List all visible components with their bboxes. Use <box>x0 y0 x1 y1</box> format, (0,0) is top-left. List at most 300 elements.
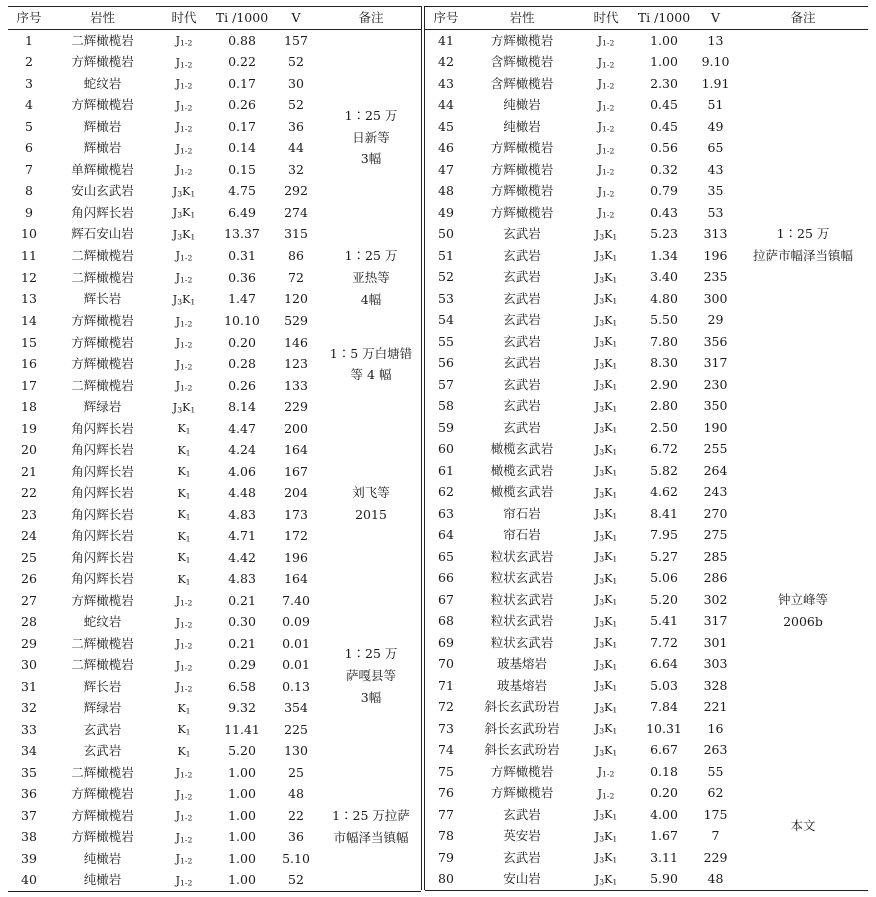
v-cell: 263 <box>703 742 728 757</box>
v-cell: 164 <box>284 571 308 587</box>
seq-cell: 33 <box>21 721 37 737</box>
era-cell: $J_{1-2}$ <box>597 206 615 220</box>
era-cell: $J_3K_1$ <box>594 270 618 285</box>
era-cell: $J_3K_1$ <box>594 485 618 500</box>
seq-cell: 11 <box>21 247 37 263</box>
v-cell: 230 <box>703 376 728 392</box>
rock-cell: 角闪辉长岩 <box>71 463 134 479</box>
seq-cell: 6 <box>25 140 33 155</box>
table-row <box>425 30 868 52</box>
note-line: 1∶25 万 <box>776 226 830 242</box>
era-cell: $J_{1-2}$ <box>597 77 615 91</box>
rock-cell: 橄榄玄武岩 <box>490 441 554 456</box>
rock-cell: 蛇纹岩 <box>83 75 122 91</box>
ti-cell: 4.00 <box>650 806 678 822</box>
era-cell: $J_3K_1$ <box>594 313 618 328</box>
header-note: 备注 <box>358 9 384 25</box>
v-cell: 29 <box>707 312 724 327</box>
note-line: 2006b <box>783 613 823 629</box>
header-rock: 岩性 <box>89 9 115 25</box>
ti-cell: 0.29 <box>228 657 256 673</box>
rock-cell: 玄武岩 <box>83 743 122 759</box>
era-cell: $J_3K_1$ <box>594 335 618 349</box>
seq-cell: 19 <box>21 420 37 436</box>
ti-cell: 4.83 <box>228 571 256 587</box>
ti-cell: 4.42 <box>228 549 256 565</box>
v-cell: 130 <box>284 743 308 759</box>
seq-cell: 36 <box>21 786 37 802</box>
ti-cell: 5.20 <box>228 743 256 759</box>
ti-cell: 1.00 <box>650 32 678 48</box>
rock-cell: 二辉橄榄岩 <box>71 247 134 263</box>
era-cell: $K_1$ <box>177 744 191 759</box>
v-cell: 302 <box>703 591 728 607</box>
rock-cell: 玄武岩 <box>503 226 541 241</box>
ti-cell: 4.62 <box>650 484 678 499</box>
era-cell: $J_{1-2}$ <box>175 830 193 845</box>
rock-cell: 方辉橄榄岩 <box>490 32 554 48</box>
rock-cell: 玄武岩 <box>83 721 122 737</box>
rock-cell: 角闪辉长岩 <box>71 485 134 501</box>
v-cell: 173 <box>284 506 308 522</box>
rock-cell: 玻基熔岩 <box>496 677 547 693</box>
rock-cell: 英安岩 <box>503 828 541 843</box>
era-cell: $K_1$ <box>177 443 191 458</box>
seq-cell: 14 <box>21 313 37 329</box>
v-cell: 229 <box>703 849 728 865</box>
ti-cell: 0.26 <box>228 97 256 112</box>
v-cell: 317 <box>703 613 728 628</box>
v-cell: 0.13 <box>282 678 310 694</box>
era-cell: $K_1$ <box>177 723 191 737</box>
rock-cell: 纯橄岩 <box>503 118 541 134</box>
table-right <box>425 6 868 891</box>
note-line: 1∶5 万白塘错 <box>329 345 413 361</box>
rock-cell: 纯橄岩 <box>83 872 122 888</box>
era-cell: $J_{1-2}$ <box>175 98 193 113</box>
ti-cell: 2.50 <box>650 419 678 435</box>
v-cell: 62 <box>707 785 724 800</box>
v-cell: 274 <box>284 204 308 220</box>
era-cell: $J_{1-2}$ <box>175 852 193 866</box>
rock-cell: 方辉橄榄岩 <box>71 829 134 845</box>
note-line: 1∶25 万拉萨 <box>332 807 410 823</box>
era-cell: $J_3K_1$ <box>594 378 618 392</box>
ti-cell: 4.71 <box>228 528 256 544</box>
era-cell: $J_{1-2}$ <box>175 637 193 651</box>
era-cell: $J_3K_1$ <box>594 421 618 435</box>
note-cell <box>321 30 421 246</box>
note-line: 市幅泽当镇幅 <box>333 829 409 845</box>
v-cell: 529 <box>284 313 308 329</box>
era-cell: $J_3K_1$ <box>172 293 196 307</box>
v-cell: 354 <box>284 700 308 716</box>
ti-cell: 0.14 <box>228 140 256 155</box>
v-cell: 225 <box>284 721 308 737</box>
rock-cell: 角闪辉长岩 <box>71 506 134 522</box>
v-cell: 22 <box>288 807 304 823</box>
era-cell: $J_{1-2}$ <box>597 184 615 199</box>
v-cell: 275 <box>703 527 728 542</box>
v-cell: 49 <box>707 118 724 134</box>
seq-cell: 49 <box>438 204 454 220</box>
rock-cell: 玄武岩 <box>503 290 541 306</box>
era-cell: $K_1$ <box>177 529 191 544</box>
seq-cell: 43 <box>438 75 454 91</box>
ti-cell: 6.58 <box>228 678 256 694</box>
era-cell: $J_{1-2}$ <box>597 98 615 113</box>
rock-cell: 辉橄岩 <box>83 118 122 134</box>
rock-cell: 橄榄玄武岩 <box>490 484 554 499</box>
note-cell <box>738 460 868 761</box>
v-cell: 270 <box>703 505 728 521</box>
v-cell: 36 <box>288 829 304 845</box>
seq-cell: 48 <box>438 183 454 198</box>
era-cell: $J_{1-2}$ <box>597 141 615 156</box>
ti-cell: 0.45 <box>650 118 678 134</box>
table-row <box>8 30 421 52</box>
seq-cell: 30 <box>21 657 37 673</box>
rock-cell: 纯橄岩 <box>83 850 122 866</box>
v-cell: 25 <box>288 764 304 780</box>
rock-cell: 方辉橄榄岩 <box>71 313 134 329</box>
table-row <box>8 762 421 784</box>
seq-cell: 21 <box>21 463 37 479</box>
ti-cell: 10.31 <box>646 720 682 736</box>
v-cell: 72 <box>288 269 304 285</box>
seq-cell: 23 <box>21 506 37 522</box>
rock-cell: 玄武岩 <box>503 247 541 263</box>
v-cell: 328 <box>703 677 728 693</box>
rock-cell: 角闪辉长岩 <box>71 549 134 565</box>
header-ti: Ti /1000 <box>637 9 691 25</box>
v-cell: 164 <box>284 442 308 458</box>
v-cell: 196 <box>703 247 728 263</box>
era-cell: $J_3K_1$ <box>594 636 618 650</box>
ti-cell: 6.72 <box>650 441 678 456</box>
ti-cell: 0.15 <box>228 161 256 177</box>
note-cell <box>321 762 421 892</box>
v-cell: 190 <box>703 419 728 435</box>
ti-cell: 1.00 <box>228 829 256 845</box>
ti-cell: 1.47 <box>228 291 256 307</box>
ti-cell: 0.17 <box>228 118 256 134</box>
ti-cell: 0.36 <box>228 269 256 285</box>
rock-cell: 二辉橄榄岩 <box>71 635 134 651</box>
seq-cell: 74 <box>438 742 454 757</box>
era-cell: $K_1$ <box>177 422 191 436</box>
note-line: 等 4 幅 <box>350 367 392 383</box>
v-cell: 315 <box>284 226 308 241</box>
ti-cell: 1.00 <box>650 54 678 69</box>
rock-cell: 辉长岩 <box>83 678 122 694</box>
ti-cell: 0.26 <box>228 377 256 393</box>
era-cell: $J_3K_1$ <box>594 743 618 758</box>
era-cell: $J_3K_1$ <box>594 679 618 693</box>
table-row <box>8 418 421 440</box>
seq-cell: 35 <box>21 764 37 780</box>
note-line: 1∶25 万 <box>344 248 398 263</box>
rock-cell: 方辉橄榄岩 <box>490 183 554 198</box>
ti-cell: 0.56 <box>650 140 678 155</box>
note-cell <box>321 311 421 419</box>
rock-cell: 辉长岩 <box>83 291 122 307</box>
seq-cell: 2 <box>25 54 33 69</box>
v-cell: 317 <box>703 355 728 370</box>
era-cell: $J_{1-2}$ <box>175 271 193 285</box>
v-cell: 255 <box>703 441 728 456</box>
era-cell: $J_{1-2}$ <box>597 765 615 779</box>
v-cell: 48 <box>707 871 724 886</box>
era-cell: $J_3K_1$ <box>594 227 618 242</box>
ti-cell: 5.41 <box>650 613 678 628</box>
rock-cell: 蛇纹岩 <box>83 614 122 630</box>
ti-cell: 10.10 <box>224 313 260 329</box>
ti-cell: 5.27 <box>650 548 678 564</box>
header-ti: Ti /1000 <box>215 9 269 25</box>
seq-cell: 20 <box>21 442 37 458</box>
v-cell: 5.10 <box>282 850 310 866</box>
note-line: 3幅 <box>360 690 382 706</box>
era-cell: $J_{1-2}$ <box>175 658 193 673</box>
era-cell: $J_3K_1$ <box>594 808 618 822</box>
era-cell: $K_1$ <box>177 701 191 716</box>
ti-cell: 0.30 <box>228 614 256 630</box>
header-v: V <box>291 9 301 25</box>
rock-cell: 二辉橄榄岩 <box>71 657 134 673</box>
seq-cell: 56 <box>438 355 454 370</box>
era-cell: $J_3K_1$ <box>172 206 196 220</box>
ti-cell: 2.80 <box>650 398 678 413</box>
ti-cell: 7.72 <box>650 634 678 650</box>
seq-cell: 63 <box>438 505 454 521</box>
ti-cell: 0.17 <box>228 75 256 91</box>
rock-cell: 玄武岩 <box>503 419 541 435</box>
header-note: 备注 <box>790 9 816 25</box>
note-cell <box>321 590 421 762</box>
era-cell: $J_3K_1$ <box>594 722 618 736</box>
seq-cell: 28 <box>21 614 37 630</box>
seq-cell: 52 <box>438 269 454 284</box>
ti-cell: 5.06 <box>650 570 678 585</box>
ti-cell: 8.41 <box>650 505 678 521</box>
note-line: 4幅 <box>360 291 382 307</box>
table-row <box>425 761 868 783</box>
header-seq: 序号 <box>16 9 42 25</box>
seq-cell: 59 <box>438 419 454 435</box>
rock-cell: 二辉橄榄岩 <box>71 377 134 393</box>
era-cell: $J_{1-2}$ <box>175 55 193 70</box>
seq-cell: 60 <box>438 441 454 456</box>
ti-cell: 7.84 <box>650 699 678 714</box>
note-line: 1∶25 万 <box>344 646 398 662</box>
seq-cell: 15 <box>21 334 37 350</box>
rock-cell: 玄武岩 <box>503 806 541 822</box>
v-cell: 292 <box>284 183 308 198</box>
rock-cell: 帘石岩 <box>503 505 541 521</box>
ti-cell: 1.67 <box>650 828 678 843</box>
note-cell <box>321 418 421 590</box>
rock-cell: 方辉橄榄岩 <box>490 140 554 155</box>
seq-cell: 1 <box>25 32 33 48</box>
era-cell: $J_3K_1$ <box>594 507 618 521</box>
v-cell: 123 <box>284 356 308 372</box>
note-line: 3幅 <box>360 151 382 167</box>
seq-cell: 31 <box>21 678 37 694</box>
rock-cell: 角闪辉长岩 <box>71 442 134 458</box>
seq-cell: 47 <box>438 161 454 177</box>
v-cell: 300 <box>703 290 728 306</box>
rock-cell: 安山岩 <box>503 871 541 886</box>
era-cell: $J_3K_1$ <box>594 872 618 887</box>
v-cell: 52 <box>288 872 304 888</box>
seq-cell: 17 <box>21 377 37 393</box>
seq-cell: 78 <box>438 828 454 843</box>
seq-cell: 3 <box>25 75 33 91</box>
era-cell: $J_{1-2}$ <box>175 357 193 372</box>
era-cell: $J_{1-2}$ <box>175 615 193 630</box>
note-line: 日新等 <box>352 129 390 145</box>
rock-cell: 方辉橄榄岩 <box>490 763 554 779</box>
seq-cell: 73 <box>438 720 454 736</box>
ti-cell: 8.14 <box>228 399 256 415</box>
seq-cell: 65 <box>438 548 454 564</box>
note-line: 亚热等 <box>352 269 390 285</box>
seq-cell: 39 <box>21 850 37 866</box>
rock-cell: 玄武岩 <box>503 849 541 865</box>
v-cell: 7 <box>711 828 720 843</box>
v-cell: 175 <box>703 806 728 822</box>
seq-cell: 8 <box>25 183 33 198</box>
v-cell: 32 <box>288 161 304 177</box>
v-cell: 13 <box>707 32 724 48</box>
table-row <box>8 311 421 333</box>
rock-cell: 单辉橄榄岩 <box>71 161 134 177</box>
seq-cell: 57 <box>438 376 454 392</box>
header-rock: 岩性 <box>509 9 535 25</box>
v-cell: 7.40 <box>282 592 310 608</box>
ti-cell: 1.00 <box>228 807 256 823</box>
rock-cell: 玄武岩 <box>503 333 541 349</box>
v-cell: 146 <box>284 334 308 350</box>
note-line: 2015 <box>355 507 387 523</box>
v-cell: 52 <box>288 54 304 69</box>
rock-cell: 方辉橄榄岩 <box>71 786 134 802</box>
note-line: 钟立峰等 <box>777 591 828 607</box>
era-cell: $K_1$ <box>177 551 191 565</box>
note-cell <box>321 245 421 311</box>
rock-cell: 方辉橄榄岩 <box>490 785 554 800</box>
era-cell: $K_1$ <box>177 465 191 479</box>
ti-cell: 6.49 <box>228 204 256 220</box>
era-cell: $J_3K_1$ <box>594 399 618 414</box>
seq-cell: 24 <box>21 528 37 544</box>
ti-cell: 1.00 <box>228 850 256 866</box>
seq-cell: 45 <box>438 118 454 134</box>
ti-cell: 1.00 <box>228 872 256 888</box>
note-line: 萨嘎县等 <box>345 668 396 684</box>
rock-cell: 玄武岩 <box>503 355 541 370</box>
table-row <box>425 460 868 482</box>
ti-cell: 4.48 <box>228 485 256 501</box>
era-cell: $J_3K_1$ <box>594 249 618 263</box>
rock-cell: 方辉橄榄岩 <box>490 204 554 220</box>
v-cell: 44 <box>288 140 304 155</box>
v-cell: 303 <box>703 656 728 671</box>
v-cell: 243 <box>703 484 728 499</box>
rock-cell: 二辉橄榄岩 <box>71 32 134 48</box>
seq-cell: 16 <box>21 356 37 372</box>
ti-cell: 3.11 <box>650 849 678 865</box>
v-cell: 264 <box>703 462 728 478</box>
ti-cell: 0.88 <box>228 32 256 48</box>
v-cell: 133 <box>284 377 308 393</box>
seq-cell: 70 <box>438 656 454 671</box>
v-cell: 16 <box>707 720 724 736</box>
note-cell <box>738 761 868 891</box>
v-cell: 285 <box>703 548 728 564</box>
era-cell: $J_{1-2}$ <box>175 766 193 780</box>
seq-cell: 51 <box>438 247 454 263</box>
seq-cell: 61 <box>438 462 454 478</box>
era-cell: $J_3K_1$ <box>172 227 196 242</box>
seq-cell: 64 <box>438 527 454 542</box>
era-cell: $J_3K_1$ <box>594 464 618 478</box>
note-cell <box>738 30 868 461</box>
ti-cell: 6.67 <box>650 742 678 757</box>
v-cell: 43 <box>707 161 724 177</box>
era-cell: $J_{1-2}$ <box>175 314 193 329</box>
rock-cell: 角闪辉长岩 <box>71 528 134 544</box>
seq-cell: 76 <box>438 785 454 800</box>
seq-cell: 53 <box>438 290 454 306</box>
rock-cell: 橄榄玄武岩 <box>490 462 554 478</box>
note-line: 本文 <box>790 817 816 833</box>
rock-cell: 角闪辉长岩 <box>71 204 134 220</box>
v-cell: 172 <box>284 528 308 544</box>
rock-cell: 帘石岩 <box>503 527 541 542</box>
ti-cell: 4.47 <box>228 420 256 436</box>
era-cell: $J_{1-2}$ <box>175 120 193 134</box>
v-cell: 167 <box>284 463 308 479</box>
seq-cell: 55 <box>438 333 454 349</box>
ti-cell: 6.64 <box>650 656 678 671</box>
seq-cell: 79 <box>438 849 454 865</box>
seq-cell: 12 <box>21 269 37 285</box>
v-cell: 356 <box>703 333 728 349</box>
ti-cell: 7.95 <box>650 527 678 542</box>
seq-cell: 9 <box>25 204 33 220</box>
v-cell: 157 <box>284 32 308 48</box>
era-cell: $J_3K_1$ <box>594 571 618 586</box>
note-line: 1∶25 万 <box>344 107 398 123</box>
ti-cell: 4.80 <box>650 290 678 306</box>
header-era: 时代 <box>171 9 197 25</box>
era-cell: $J_{1-2}$ <box>175 594 193 608</box>
v-cell: 0.09 <box>282 614 310 630</box>
rock-cell: 含辉橄榄岩 <box>490 75 554 91</box>
rock-cell: 方辉橄榄岩 <box>71 54 134 69</box>
ti-cell: 0.20 <box>650 785 678 800</box>
seq-cell: 68 <box>438 613 454 628</box>
seq-cell: 27 <box>21 592 37 608</box>
v-cell: 48 <box>288 786 304 802</box>
era-cell: $J_{1-2}$ <box>597 55 615 70</box>
ti-cell: 4.75 <box>228 183 256 198</box>
era-cell: $K_1$ <box>177 572 191 587</box>
era-cell: $J_{1-2}$ <box>175 809 193 823</box>
seq-cell: 22 <box>21 485 37 501</box>
